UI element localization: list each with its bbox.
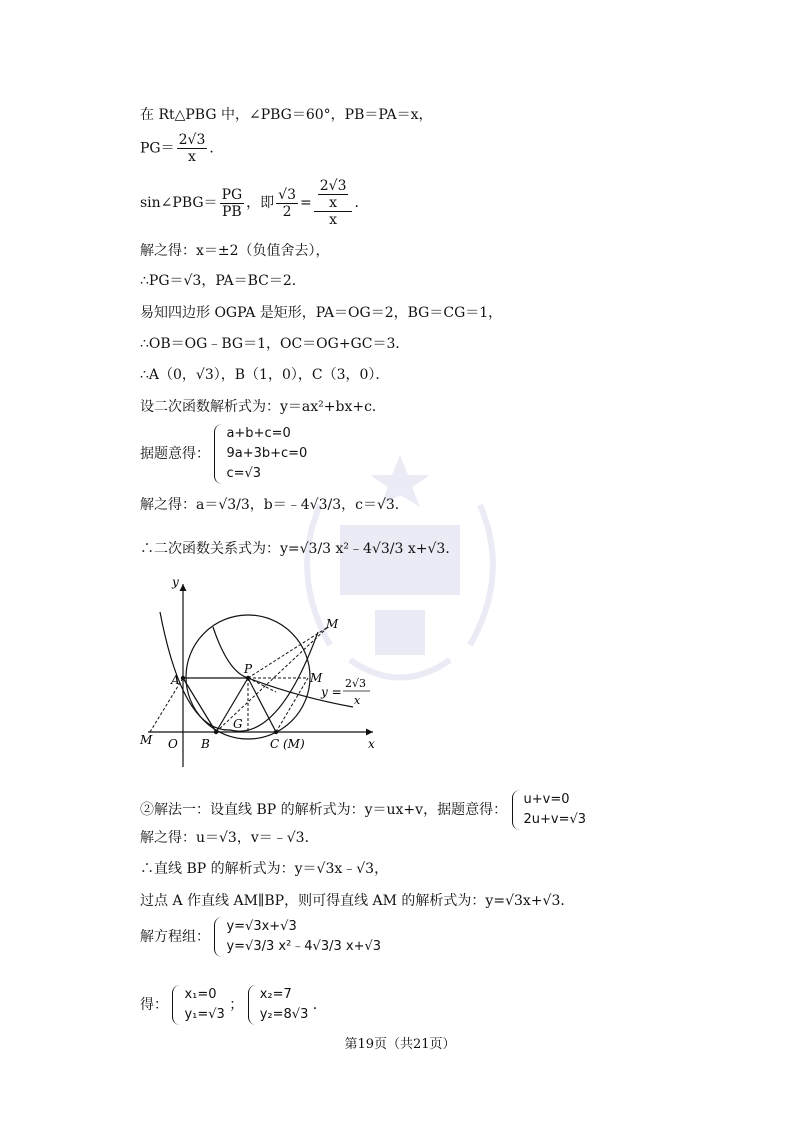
frac-den: x (188, 149, 196, 165)
frac-den: x (329, 212, 338, 228)
parabola-curve (160, 612, 318, 731)
label-m-right: M (310, 671, 323, 685)
line-ab (183, 678, 216, 732)
label-o: O (168, 737, 178, 751)
pg-label: PG＝ (140, 140, 175, 157)
system-row: y₁=√3 (184, 1007, 225, 1022)
point-b (214, 730, 218, 734)
frac-num: 2√3 (178, 132, 206, 148)
text-line-12: ∴二次函数关系式为：y=√3/3 x²﹣4√3/3 x+√3． (140, 541, 460, 557)
system-row: u+v=0 (523, 792, 570, 807)
label-curve-num: 2√3 (345, 677, 367, 690)
system-row: y₂=8√3 (259, 1007, 309, 1022)
fraction-sqrt3-2 (276, 187, 298, 220)
solution-system-1 (172, 985, 224, 1025)
system-row: c=√3 (226, 466, 262, 481)
frac-num: 2√3 (319, 178, 347, 194)
label-y: y (172, 575, 179, 589)
label-c: C (M) (270, 737, 305, 751)
frac-num: √3 (278, 186, 296, 203)
fraction-nested (314, 178, 353, 228)
ji-text: ，即 (246, 195, 275, 211)
text-line-3: sin∠PBG＝ $\frac{PG}{PB}$ ，即 $\frac{√3}{2}$ = $\frac{\frac{2√3}{x}}{x}$ ． (140, 178, 369, 228)
text-line-13 (140, 790, 586, 830)
system-row: x₁=0 (184, 987, 217, 1002)
system-row: y=√3/3 x²﹣4√3/3 x+√3 (226, 939, 382, 954)
frac-num: PG (221, 186, 243, 203)
text-line-1: 在 Rt△PBG 中，∠PBG＝60°，PB＝PA＝x， (140, 107, 433, 123)
text-line-7: ∴OB＝OG﹣BG＝1，OC＝OG+GC＝3． (140, 336, 410, 352)
text-line-2: PG＝ $\frac{2√3}{x}$ ． (140, 132, 224, 165)
result-label: 得： (140, 997, 168, 1013)
text-line-10 (140, 424, 307, 484)
method-one-label: ②解法一：设直线 BP 的解析式为：y＝ux+v，据题意得： (140, 802, 508, 818)
text-line-11: 解之得：a＝√3/3，b＝﹣4√3/3，c＝√3． (140, 497, 409, 513)
text-line-15: ∴直线 BP 的解析式为：y＝√3x﹣√3， (140, 861, 389, 877)
text-line-17 (140, 917, 381, 957)
text-line-9: 设二次函数解析式为：y＝ax²+bx+c． (140, 399, 386, 415)
frac-den: PB (222, 203, 242, 220)
system-row: y=√3x+√3 (226, 919, 297, 934)
label-curve: y = (321, 685, 342, 699)
system-row: 9a+3b+c=0 (226, 446, 308, 461)
page-footer: 第19页（共21页） (344, 1037, 456, 1052)
label-judai: 据题意得： (140, 446, 210, 462)
text-line-6: 易知四边形 OGPA 是矩形，PA＝OG＝2，BG＝CG＝1， (140, 305, 503, 321)
point-p (246, 676, 250, 680)
solve-system-label: 解方程组： (140, 929, 210, 945)
separator: ； (229, 997, 244, 1013)
frac-den: 2 (282, 203, 292, 220)
frac-den: x (329, 195, 338, 211)
label-a: A (171, 673, 180, 687)
system-row: x₂=7 (259, 987, 292, 1002)
label-m-top: M (326, 617, 339, 631)
sin-label: sin∠PBG＝ (140, 195, 218, 211)
system-row: a+b+c=0 (226, 426, 291, 441)
label-x: x (368, 737, 375, 751)
equation-system-2 (512, 790, 587, 830)
equation-system-1 (214, 424, 307, 484)
fraction-pg-pb (220, 187, 245, 220)
label-b: B (201, 737, 210, 751)
fraction-inner (318, 178, 349, 211)
frac-num (314, 178, 353, 212)
geometry-figure (138, 572, 388, 772)
system-row: 2u+v=√3 (523, 812, 587, 827)
text-line-5: ∴PG＝√3，PA＝BC＝2． (140, 273, 306, 289)
point-c (274, 730, 278, 734)
label-m-left: M (140, 733, 153, 747)
text-line-16: 过点 A 作直线 AM∥BP，则可得直线 AM 的解析式为：y=√3x+√3． (140, 893, 575, 909)
text-line-18: 得： x₁=0 y₁=√3 ； x₂=7 y₂=8√3 ． (140, 985, 327, 1025)
text-line-8: ∴A（0，√3），B（1，0），C（3，0）． (140, 367, 390, 383)
point-a (181, 676, 185, 680)
text-line-4: 解之得：x＝±2（负值舍去）， (140, 243, 330, 259)
label-p: P (244, 662, 253, 676)
solution-system-2 (248, 985, 309, 1025)
fraction-pg (177, 132, 208, 165)
equation-system-3 (214, 917, 381, 957)
label-g: G (233, 717, 243, 731)
label-curve-den: x (354, 694, 361, 707)
line-bp (216, 678, 248, 732)
text-line-14: 解之得：u＝√3，v＝﹣√3． (140, 830, 319, 846)
